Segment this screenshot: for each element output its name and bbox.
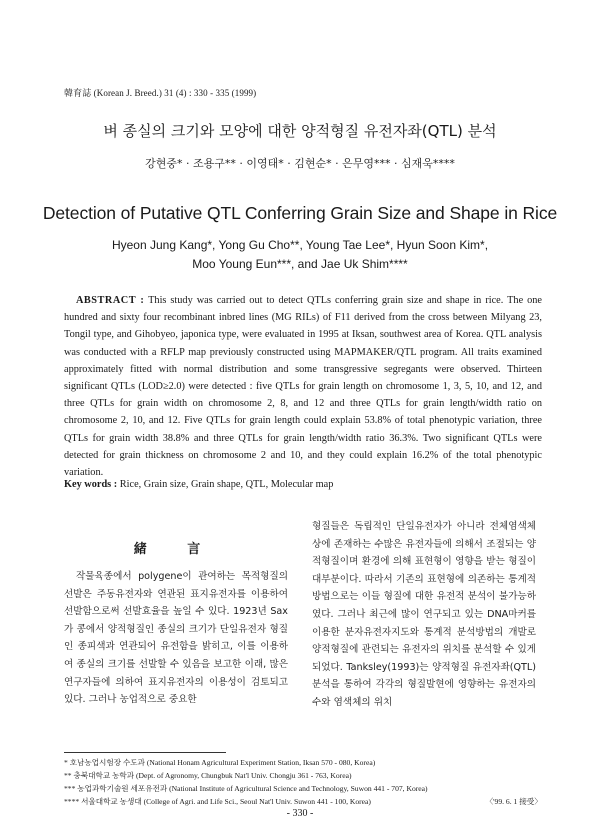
footnote-4: **** 서울대학교 농생대 (College of Agri. and Life Sci., Seoul Nat'l Univ. Suwon 441 - 100, Korea) — [64, 797, 371, 806]
introduction-right-column: 형질들은 독립적인 단일유전자가 아니라 전체염색체 상에 존재하는 수많은 유전자들에 의해서 조절되는 양적형질이며 환경에 의해 표현형이 영향을 받는 형질이 대부분이다. 따라서 기존의 표현형에 의존하는 통계적 방법으로는 이들 형질에 대한 유전적 분석이 불가능하였다. 그러나 최근에 많이 연구되고 있는 DNA마커를 이용한 분자유전자지도와 통계적 분석방법의 개발로 양적형질에 관련되는 유전자의 위치를 분석할 수 있게 되었다. Tanksley(1993)는 양적형질 유전자좌(QTL) 분석을 통하여 각각의 형질발현에 영향하는 유전자의 수와 염색체의 위치 — [312, 521, 536, 708]
korean-authors: 강현중* · 조용구** · 이영태* · 김현순* · 은무영*** · 심재욱**** — [145, 157, 455, 170]
english-authors — [0, 236, 600, 274]
keywords-label: Key words : — [64, 479, 118, 490]
introduction-left-column: 작물육종에서 polygene이 관여하는 목적형질의 선발은 주동유전자와 연관된 표지유전자를 이용하여 선발함으로써 선발효율을 높일 수 있다. 1923년 Sax가 콩에서 양적형질인 종실의 크기가 단일유전자 형질인 종피색과 연관되어 유전함을 밝히고, 이를 이용하여 종실의 크기를 선발할 수 있음을 보고한 이래, 많은 연구자들에 의하여 표지유전자의 이용성이 검토되고 있다. 그러나 농업적으로 중요한 — [64, 571, 288, 706]
footnote-3: *** 농업과학기술원 세포유전과 (National Institute of Agricultural Science and Technology, Suwon 441 - 707, Korea) — [64, 784, 428, 793]
authors-line-1: Hyeon Jung Kang*, Yong Gu Cho**, Young Tae Lee*, Hyun Soon Kim*, — [111, 238, 489, 252]
footnote-divider — [64, 752, 226, 753]
received-date: 〈'99. 6. 1 接受〉 — [485, 797, 542, 806]
abstract-label: ABSTRACT : — [76, 295, 145, 306]
abstract — [64, 292, 542, 481]
keywords-text: Rice, Grain size, Grain shape, QTL, Molecular map — [119, 479, 334, 490]
footnote-2: ** 충북대학교 농학과 (Dept. of Agronomy, Chungbuk Nat'l Univ. Chongju 361 - 763, Korea) — [64, 771, 352, 780]
keywords — [64, 479, 542, 490]
authors-line-2: Moo Young Eun***, and Jae Uk Shim**** — [192, 257, 408, 271]
journal-citation: 韓育誌 (Korean J. Breed.) 31 (4) : 330 - 335 (1999) — [64, 88, 257, 98]
english-title: Detection of Putative QTL Conferring Grain Size and Shape in Rice — [42, 203, 558, 223]
korean-title: 벼 종실의 크기와 모양에 대한 양적형질 유전자좌(QTL) 분석 — [103, 122, 497, 140]
introduction-heading: 緒 言 — [133, 542, 219, 557]
footnote-1: * 호남농업시험장 수도과 (National Honam Agricultural Experiment Station, Iksan 570 - 080, Korea) — [64, 758, 376, 767]
abstract-text: This study was carried out to detect QTLs conferring grain size and shape in rice. The one hundred and sixty four recombinant inbred lines (MG RILs) of F11 derived from the cross between Milyang 23, Tongil type, and Gihobyeo, japonica type, were evaluated in 1995 at Iksan, southwest area of Korea. QTL analysis was conducted with a RFLP map previously constructed using MAPMAKER/QTL program. All traits examined approximately fitted with normal distribution and some transgressive segregants were observed. Thirteen significant QTLs (LOD≥2.0) were detected : five QTLs for grain length on chromosome 1, 3, 5, 10, and 12, and three QTLs for grain width on chromosome 2, 8, and 12 and three QTLs for grain length/width ratio on chromosome 2, 10, and 12. Five QTLs for grain length could explain 53.8% of total phenotypic variation, three QTLs for grain width 38.8% and three QTLs for grain length/width ratio 36.3%. Two significant QTLs were detected for grain thickness on chromosome 2 and 10, and they could explain 16.2% of the total phenotypic variation. — [64, 295, 542, 479]
footnote-4-row — [64, 795, 542, 808]
footnotes — [64, 756, 542, 808]
page-number: - 330 - — [286, 808, 314, 819]
